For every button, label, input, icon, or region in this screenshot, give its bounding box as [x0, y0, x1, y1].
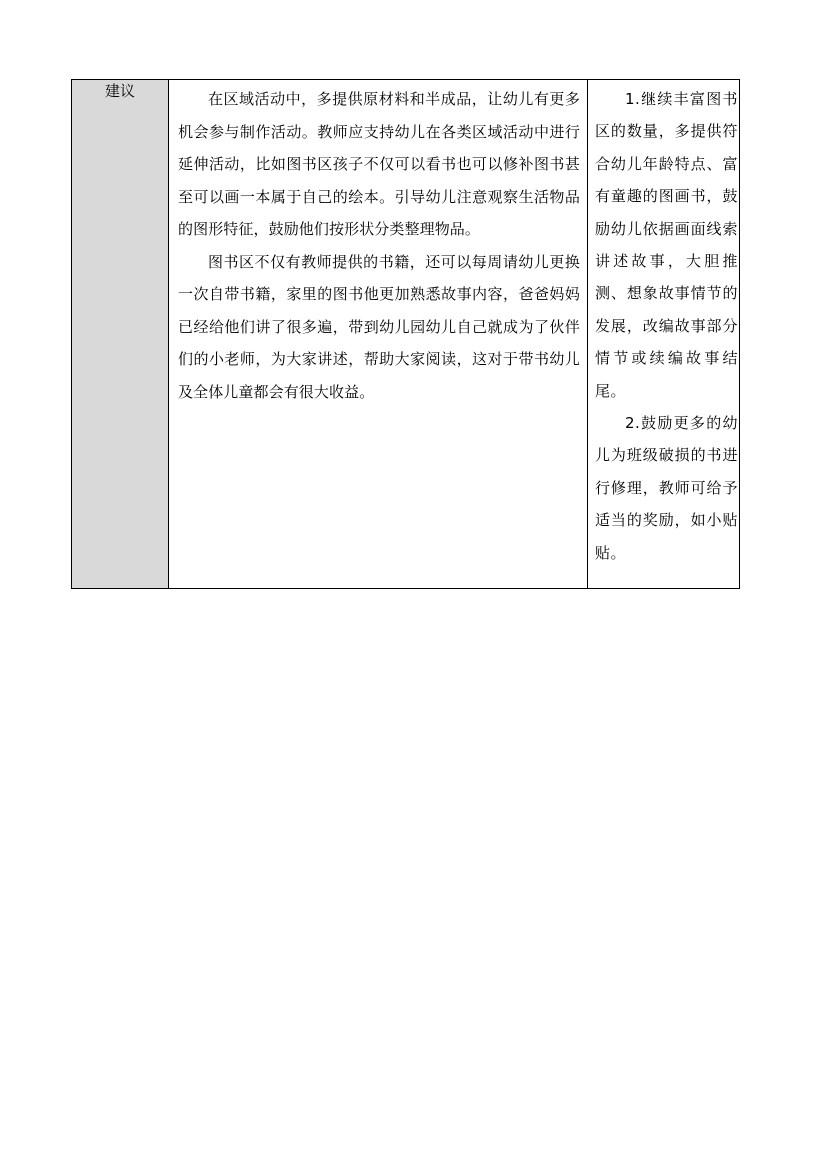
main-paragraph-2: 图书区不仅有教师提供的书籍，还可以每周请幼儿更换一次自带书籍，家里的图书他更加熟悉故事内容，爸爸妈妈已经给他们讲了很多遍，带到幼儿园幼儿自己就成为了伙伴们的小老师，为大家讲述，帮助大家阅读，这对于带书幼儿及全体儿童都会有很大收益。 [178, 252, 580, 401]
main-paragraph-1: 在区域活动中，多提供原材料和半成品，让幼儿有更多机会参与制作活动。教师应支持幼儿在各类区域活动中进行延伸活动，比如图书区孩子不仅可以看书也可以修补图书甚至可以画一本属于自己的绘本。引导幼儿注意观察生活物品的图形特征，鼓励他们按形状分类整理物品。 [178, 90, 580, 238]
label-cell [72, 80, 169, 589]
main-content-cell [169, 80, 588, 589]
row-label: 建议 [104, 82, 135, 100]
side-paragraph-2: 2.鼓励更多的幼儿为班级破损的书进行修理，教师可给予适当的奖励，如小贴贴。 [595, 414, 738, 562]
side-paragraph-1: 1.继续丰富图书区的数量，多提供符合幼儿年龄特点、富有童趣的图画书，鼓励幼儿依据画面线索讲述故事，大胆推测、想象故事情节的发展，改编故事部分情节或续编故事结尾。 [595, 90, 738, 400]
suggestion-table [71, 79, 740, 589]
side-content [588, 80, 739, 569]
table-row [72, 80, 740, 589]
main-content [169, 80, 587, 408]
side-content-cell [588, 80, 740, 589]
